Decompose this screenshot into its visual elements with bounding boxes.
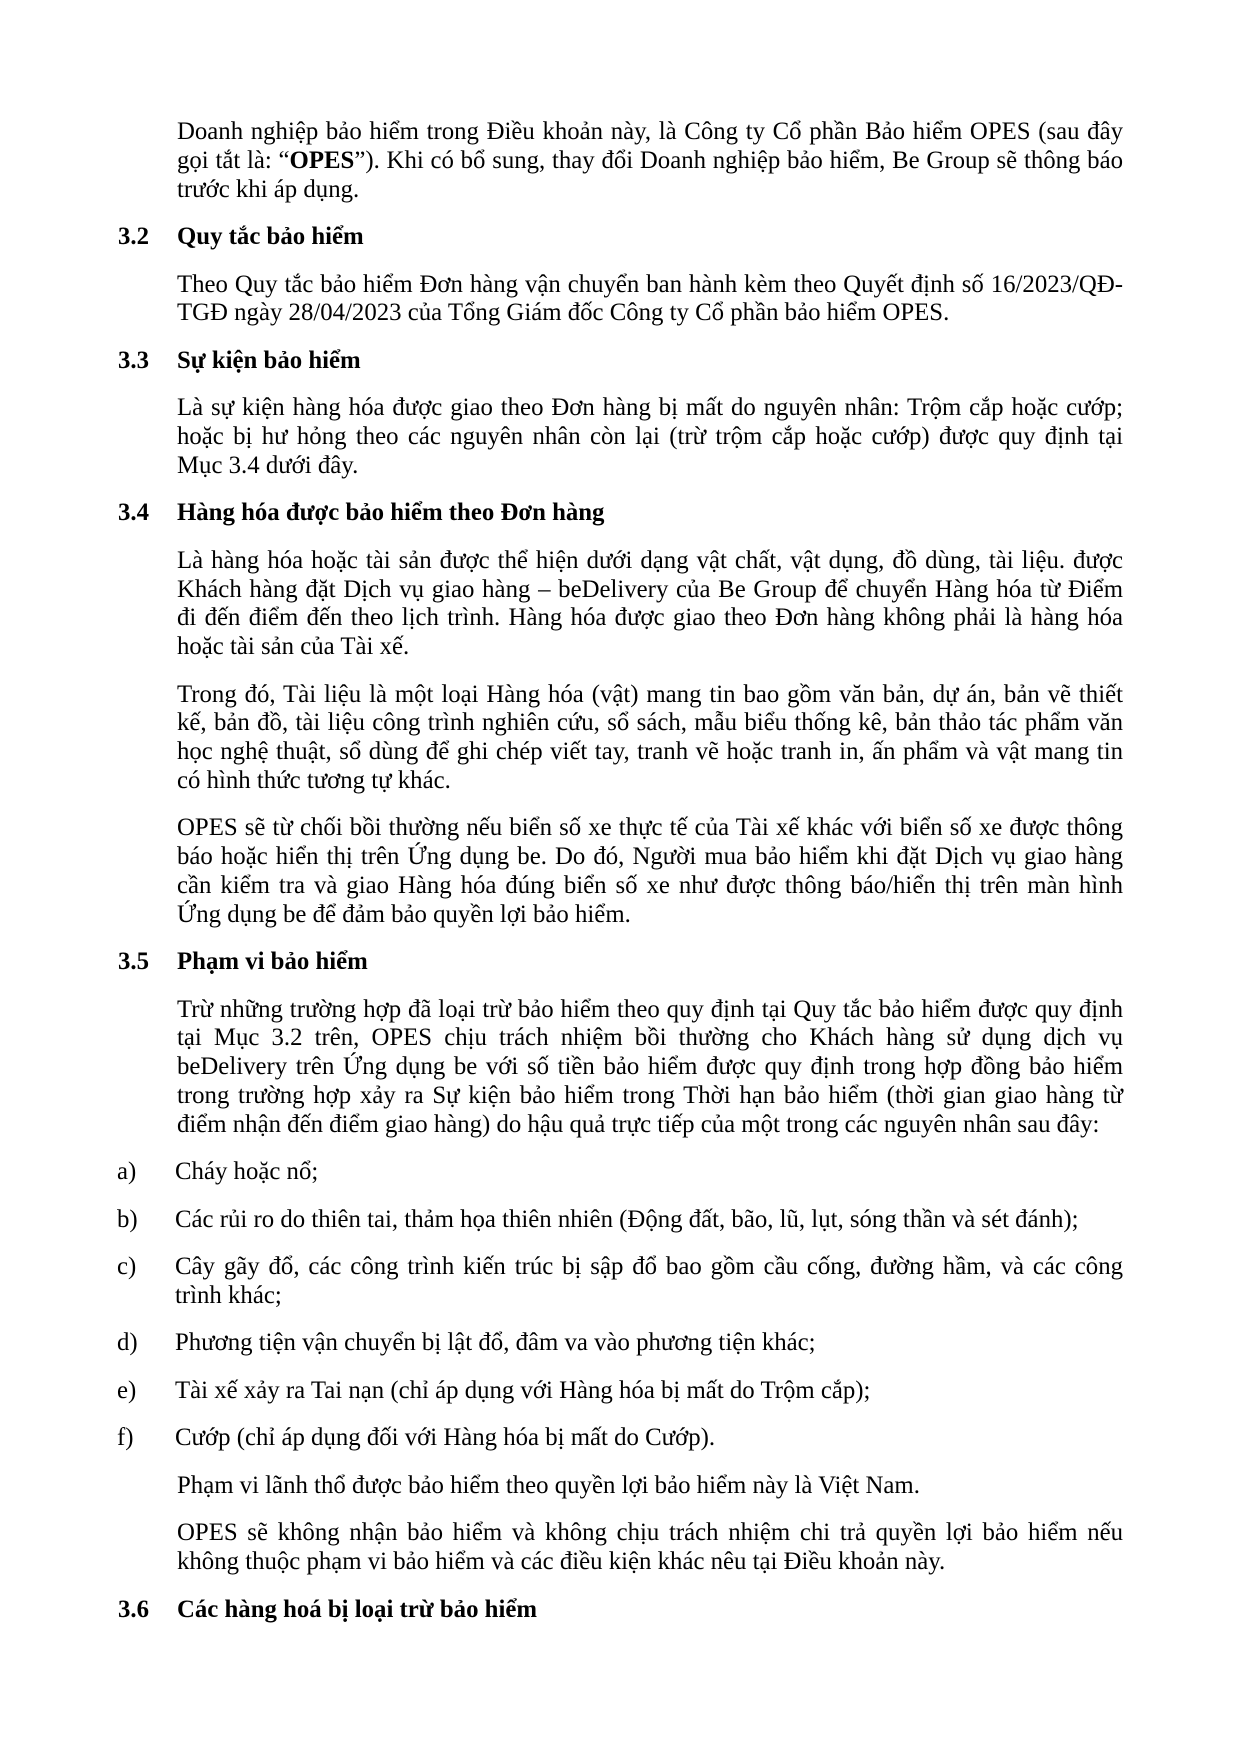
paragraph: [177, 996, 1123, 1140]
text-line: điểm nhận đến điểm giao hàng) do hậu quả trực tiếp của một trong các nguyên nhân sau đây:: [177, 1110, 1100, 1138]
text-line: cần kiểm tra và giao Hàng hóa đúng biển số xe như được thông báo/hiển thị trên màn hình: [177, 871, 1123, 899]
text-line: Các rủi ro do thiên tai, thảm họa thiên nhiên (Động đất, bão, lũ, lụt, sóng thần và sét đánh);: [175, 1205, 1079, 1233]
section-heading-3-5: [118, 948, 1123, 977]
section-title: Hàng hóa được bảo hiểm theo Đơn hàng: [177, 499, 605, 527]
list-item-label: b): [117, 1205, 138, 1233]
text-line: hoặc tài sản của Tài xế.: [177, 633, 410, 660]
list-item: [117, 1329, 1123, 1358]
paragraph: [177, 814, 1123, 929]
list-item: [117, 1158, 1123, 1187]
text-line: Phương tiện vận chuyển bị lật đổ, đâm va vào phương tiện khác;: [175, 1329, 816, 1357]
paragraph: [177, 271, 1123, 329]
text-line: beDelivery trên Ứng dụng be với số tiền bảo hiểm được quy định trong hợp đồng bảo hiểm: [177, 1053, 1123, 1080]
paragraph: [177, 547, 1123, 662]
list-item: [117, 1253, 1123, 1311]
text-line: báo hoặc hiển thị trên Ứng dụng be. Do đó, Người mua bảo hiểm khi đặt Dịch vụ giao hàng: [177, 843, 1123, 870]
bold-term: OPES: [289, 146, 355, 174]
text-line: OPES sẽ từ chối bồi thường nếu biển số xe thực tế của Tài xế khác với biển số xe được thông: [177, 814, 1123, 842]
text-line: đi đến điểm đến theo lịch trình. Hàng hóa được giao theo Đơn hàng không phải là hàng hóa: [177, 604, 1123, 632]
paragraph: [177, 118, 1123, 204]
list-item: [117, 1376, 1123, 1406]
text-line: Khách hàng đặt Dịch vụ giao hàng – beDelivery của Be Group để chuyển Hàng hóa từ Điểm: [177, 575, 1123, 603]
text-line: [177, 147, 1123, 176]
section-heading-3-3: [118, 346, 1123, 376]
text-segment: ”). Khi có bổ sung, thay đổi Doanh nghiệp bảo hiểm, Be Group sẽ thông báo: [354, 146, 1123, 174]
text-line: Cướp (chỉ áp dụng đối với Hàng hóa bị mất do Cướp).: [175, 1424, 716, 1452]
paragraph: [177, 394, 1123, 480]
paragraph: [177, 1519, 1123, 1577]
text-line: Tài xế xảy ra Tai nạn (chỉ áp dụng với Hàng hóa bị mất do Trộm cắp);: [175, 1376, 871, 1404]
section-number: 3.4: [118, 499, 149, 527]
section-number: 3.5: [118, 948, 149, 975]
section-heading-3-6: [118, 1595, 1123, 1625]
text-line: Theo Quy tắc bảo hiểm Đơn hàng vận chuyển ban hành kèm theo Quyết định số 16/2023/QĐ-: [177, 270, 1123, 298]
text-line: trong trường hợp xảy ra Sự kiện bảo hiểm trong Thời hạn bảo hiểm (thời gian giao hàng từ: [177, 1081, 1123, 1109]
section-heading-3-4: [118, 499, 1123, 528]
text-line: Là hàng hóa hoặc tài sản được thể hiện dưới dạng vật chất, vật dụng, đồ dùng, tài liệu. được: [177, 546, 1123, 574]
paragraph: [177, 681, 1123, 796]
text-line: Cháy hoặc nổ;: [175, 1158, 319, 1185]
section-title: Sự kiện bảo hiểm: [177, 346, 361, 374]
text-line: Cây gãy đổ, các công trình kiến trúc bị sập đổ bao gồm cầu cống, đường hầm, và các công: [175, 1253, 1123, 1280]
text-line: không thuộc phạm vi bảo hiểm và các điều kiện khác nêu tại Điều khoản này.: [177, 1548, 946, 1575]
section-number: 3.6: [118, 1595, 149, 1623]
text-line: trình khác;: [175, 1281, 282, 1309]
text-line: OPES sẽ không nhận bảo hiểm và không chịu trách nhiệm chi trả quyền lợi bảo hiểm nếu: [177, 1519, 1123, 1547]
text-line: trước khi áp dụng.: [177, 175, 360, 203]
list-item-label: c): [117, 1253, 137, 1280]
list-item-label: f): [117, 1424, 134, 1452]
section-title: Phạm vi bảo hiểm: [177, 948, 368, 975]
text-line: Là sự kiện hàng hóa được giao theo Đơn hàng bị mất do nguyên nhân: Trộm cắp hoặc cướp;: [177, 394, 1123, 422]
text-line: Phạm vi lãnh thổ được bảo hiểm theo quyền lợi bảo hiểm này là Việt Nam.: [177, 1471, 920, 1499]
text-line: Trong đó, Tài liệu là một loại Hàng hóa (vật) mang tin bao gồm văn bản, dự án, bản vẽ thiết: [177, 680, 1123, 708]
list-item-label: a): [117, 1158, 137, 1185]
list-item: [117, 1424, 1123, 1453]
text-segment: gọi tắt là: “: [177, 146, 290, 174]
section-title: Quy tắc bảo hiểm: [177, 223, 364, 250]
text-line: tại Mục 3.2 trên, OPES chịu trách nhiệm bồi thường cho Khách hàng sử dụng dịch vụ: [177, 1024, 1123, 1052]
text-line: học nghệ thuật, sổ dùng để ghi chép viết tay, tranh vẽ hoặc tranh in, ấn phẩm và vật mang tin: [177, 738, 1123, 765]
text-line: kế, bản đồ, tài liệu công trình nghiên cứu, sổ sách, mẫu biểu thống kê, bản thảo tác phẩm văn: [177, 709, 1123, 737]
list-item-label: e): [117, 1376, 137, 1404]
section-heading-3-2: [118, 223, 1123, 252]
section-number: 3.2: [118, 223, 149, 250]
list-item: [117, 1205, 1123, 1235]
section-title: Các hàng hoá bị loại trừ bảo hiểm: [177, 1595, 538, 1623]
list-item-label: d): [117, 1329, 138, 1357]
text-line: hoặc bị hư hỏng theo các nguyên nhân còn lại (trừ trộm cắp hoặc cướp) được quy định tại: [177, 423, 1123, 450]
section-number: 3.3: [118, 346, 149, 374]
text-line: TGĐ ngày 28/04/2023 của Tổng Giám đốc Công ty Cổ phần bảo hiểm OPES.: [177, 299, 950, 327]
text-line: Doanh nghiệp bảo hiểm trong Điều khoản này, là Công ty Cổ phần Bảo hiểm OPES (sau đây: [177, 118, 1123, 145]
paragraph: [177, 1472, 1123, 1501]
text-line: Ứng dụng be để đảm bảo quyền lợi bảo hiểm.: [177, 900, 631, 928]
text-line: Trừ những trường hợp đã loại trừ bảo hiểm theo quy định tại Quy tắc bảo hiểm được quy định: [177, 995, 1123, 1023]
text-line: Mục 3.4 dưới đây.: [177, 451, 359, 479]
text-line: có hình thức tương tự khác.: [177, 766, 451, 794]
